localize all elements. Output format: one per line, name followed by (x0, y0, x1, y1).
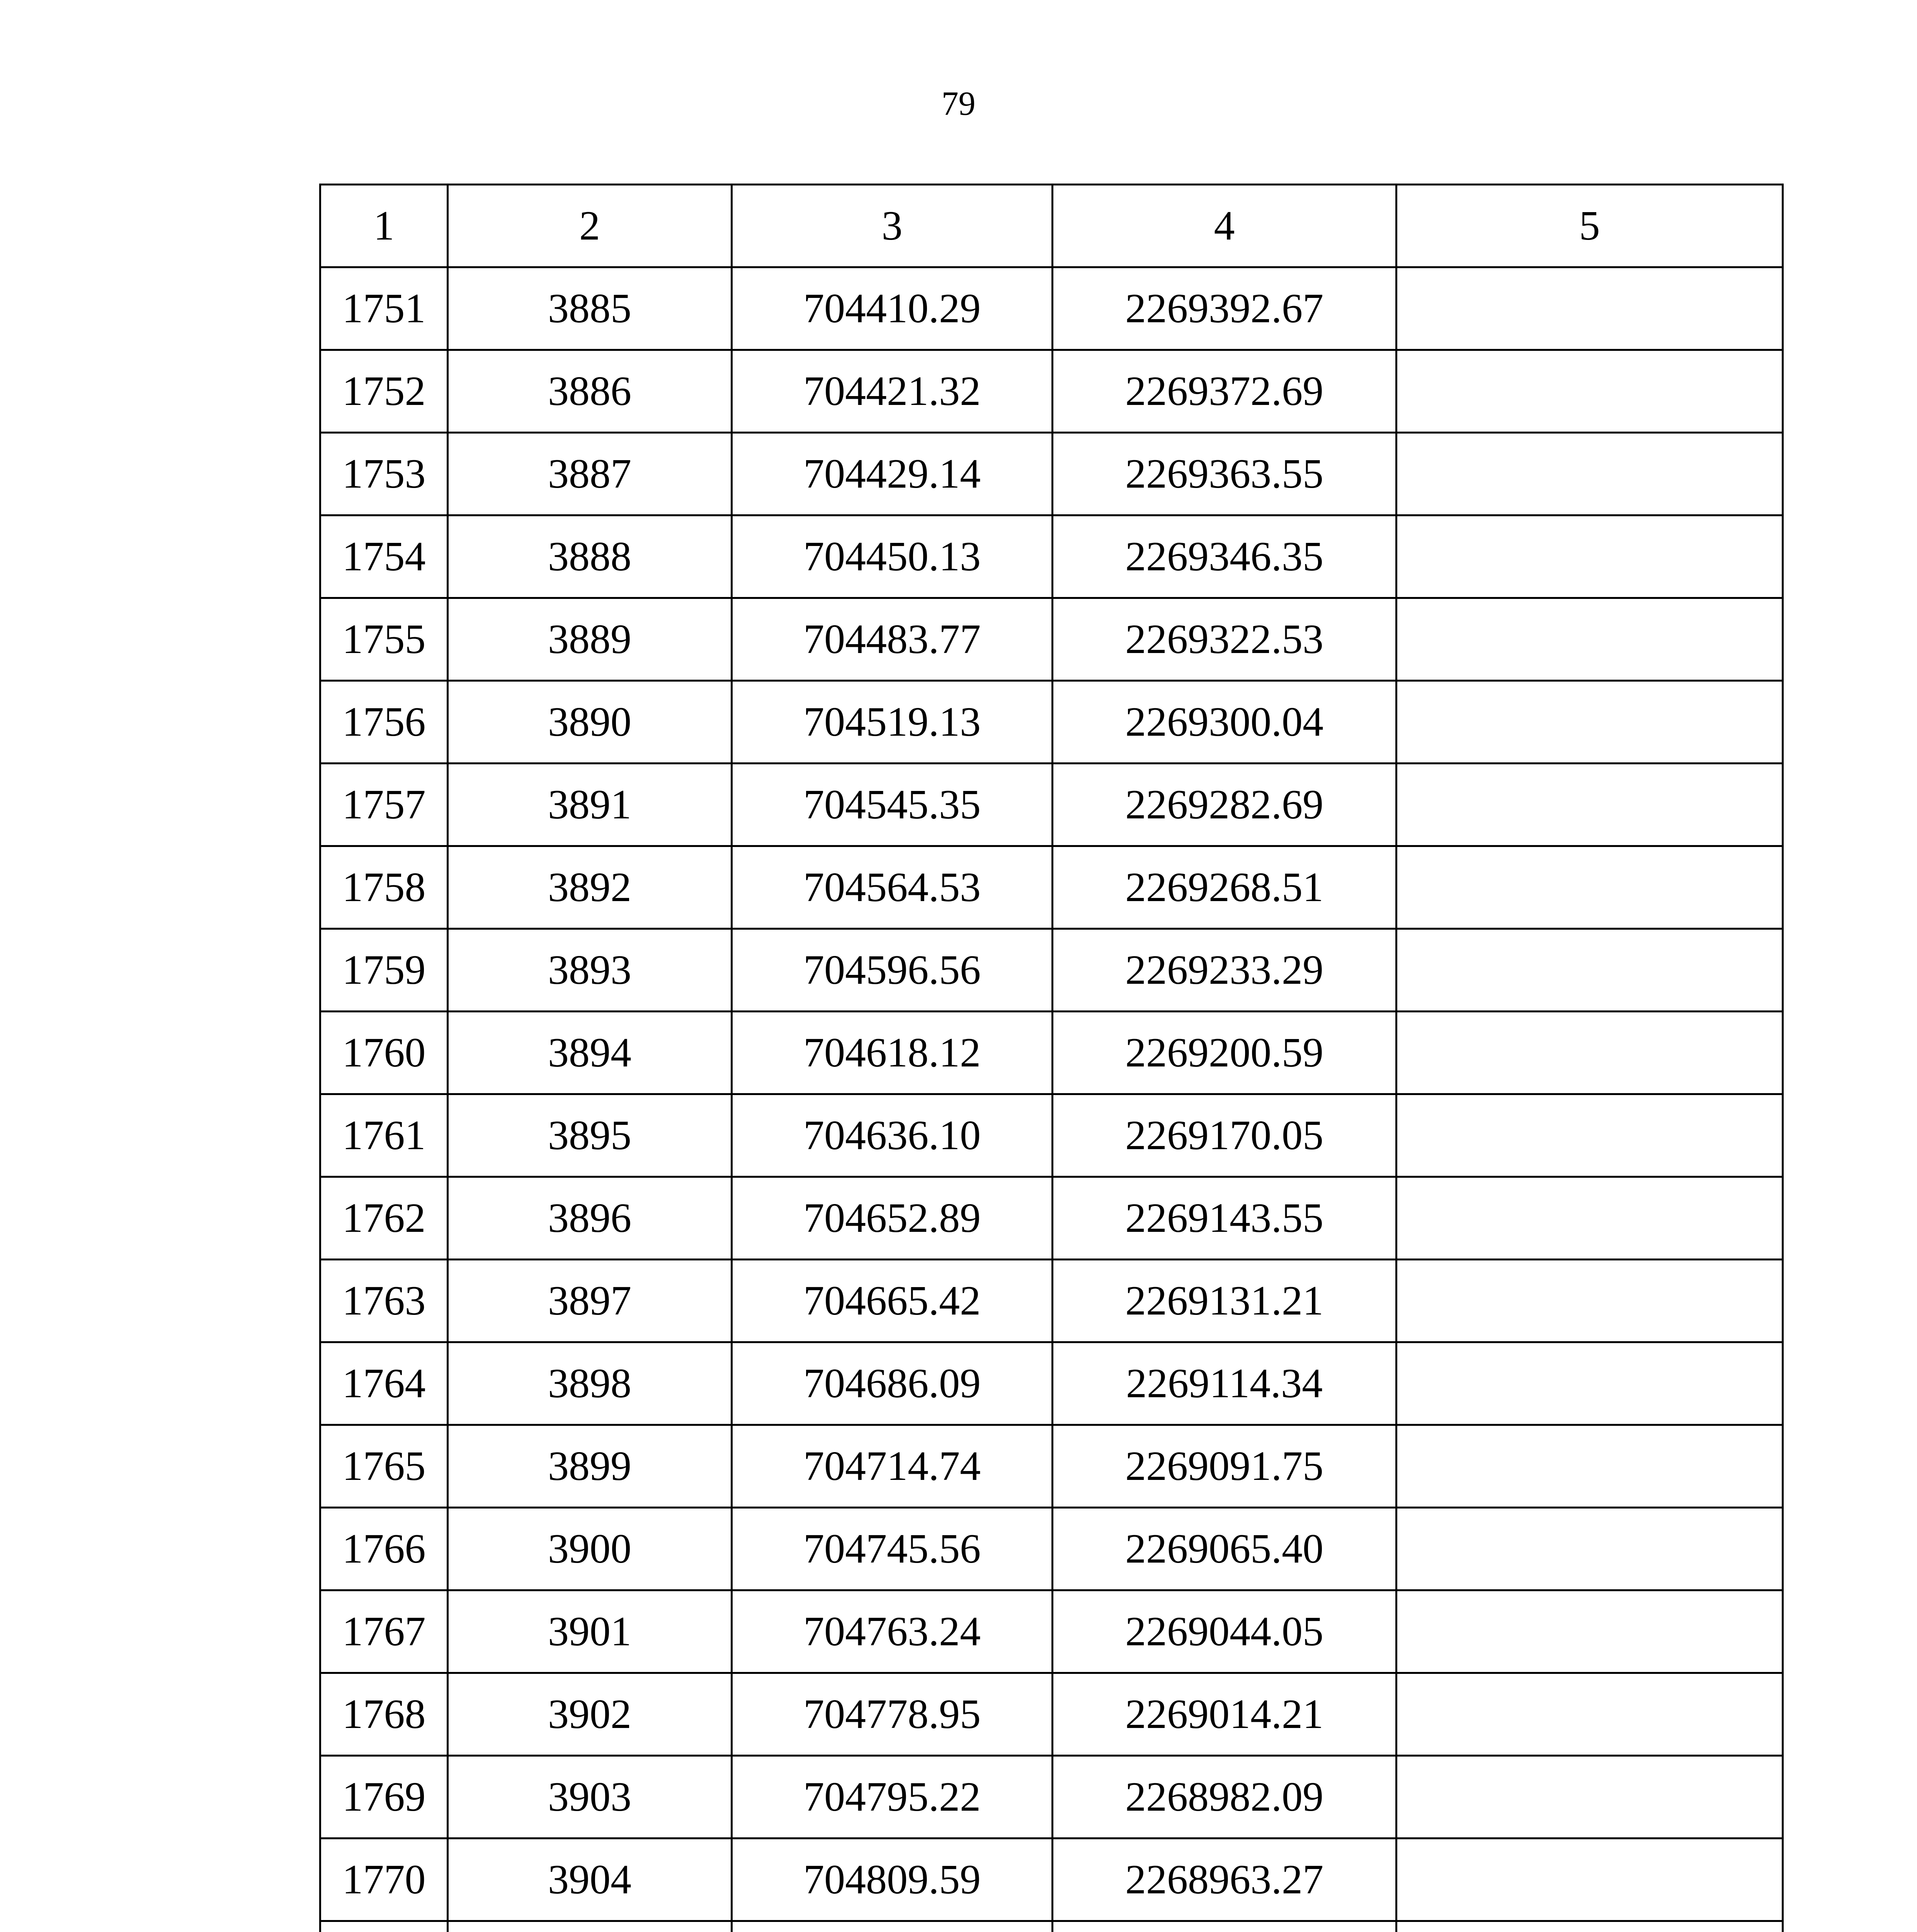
coordinate-x-cell: 704618.12 (732, 1012, 1053, 1094)
point-number-cell: 3902 (448, 1673, 732, 1756)
coordinate-y-cell: 2269044.05 (1053, 1590, 1397, 1673)
coordinate-x-cell: 704450.13 (732, 515, 1053, 598)
point-number-cell: 3893 (448, 929, 732, 1012)
table-row (320, 1590, 1783, 1673)
coordinate-y-cell: 2268982.09 (1053, 1756, 1397, 1838)
note-cell (1397, 764, 1783, 846)
table-row (320, 515, 1783, 598)
note-cell (1397, 1260, 1783, 1342)
note-cell (1397, 1012, 1783, 1094)
header-cell-5: 5 (1397, 185, 1783, 267)
note-cell (1397, 1342, 1783, 1425)
note-cell (1397, 433, 1783, 515)
note-cell (1397, 681, 1783, 764)
row-number-cell: 1752 (320, 350, 448, 433)
note-cell (1397, 1177, 1783, 1260)
row-number-cell: 1756 (320, 681, 448, 764)
coordinate-y-cell: 2269131.21 (1053, 1260, 1397, 1342)
table-row (320, 1012, 1783, 1094)
coordinate-x-cell: 704763.24 (732, 1590, 1053, 1673)
row-number-cell: 1765 (320, 1425, 448, 1508)
coordinate-x-cell: 704795.22 (732, 1756, 1053, 1838)
table-row (320, 1094, 1783, 1177)
point-number-cell: 3894 (448, 1012, 732, 1094)
row-number-cell: 1760 (320, 1012, 448, 1094)
point-number-cell: 3887 (448, 433, 732, 515)
row-number-cell: 1751 (320, 267, 448, 350)
point-number-cell: 3891 (448, 764, 732, 846)
coordinate-x-cell: 704636.10 (732, 1094, 1053, 1177)
point-number-cell: 3896 (448, 1177, 732, 1260)
note-cell (1397, 1673, 1783, 1756)
table-row (320, 1342, 1783, 1425)
note-cell (1397, 350, 1783, 433)
coordinate-x-cell: 704778.95 (732, 1673, 1053, 1756)
table-row (320, 1838, 1783, 1921)
coordinate-y-cell: 2269300.04 (1053, 681, 1397, 764)
coordinate-y-cell: 2269346.35 (1053, 515, 1397, 598)
note-cell (1397, 1425, 1783, 1508)
point-number-cell: 3892 (448, 846, 732, 929)
coordinate-y-cell: 2269143.55 (1053, 1177, 1397, 1260)
row-number-cell: 1768 (320, 1673, 448, 1756)
row-number-cell: 1758 (320, 846, 448, 929)
coordinate-x-cell: 704665.42 (732, 1260, 1053, 1342)
point-number-cell: 3904 (448, 1838, 732, 1921)
coordinate-x-cell: 704596.56 (732, 929, 1053, 1012)
point-number-cell (448, 1921, 732, 1932)
coordinate-y-cell: 2269233.29 (1053, 929, 1397, 1012)
coordinate-x-cell: 704745.56 (732, 1508, 1053, 1590)
coordinate-y-cell: 2269372.69 (1053, 350, 1397, 433)
table-row (320, 1260, 1783, 1342)
note-cell (1397, 1838, 1783, 1921)
point-number-cell: 3895 (448, 1094, 732, 1177)
note-cell (1397, 1094, 1783, 1177)
coordinate-x-cell: 704564.53 (732, 846, 1053, 929)
point-number-cell: 3886 (448, 350, 732, 433)
note-cell (1397, 598, 1783, 681)
row-number-cell: 1761 (320, 1094, 448, 1177)
coordinate-x-cell: 704686.09 (732, 1342, 1053, 1425)
header-cell-2: 2 (448, 185, 732, 267)
page-number: 79 (941, 85, 976, 122)
point-number-cell: 3885 (448, 267, 732, 350)
table-row (320, 846, 1783, 929)
coordinate-x-cell: 704809.59 (732, 1838, 1053, 1921)
table-body (320, 185, 1783, 1932)
coordinate-y-cell: 2269268.51 (1053, 846, 1397, 929)
row-number-cell: 1759 (320, 929, 448, 1012)
row-number-cell: 1763 (320, 1260, 448, 1342)
table-row (320, 929, 1783, 1012)
point-number-cell: 3897 (448, 1260, 732, 1342)
table-row (320, 1756, 1783, 1838)
coordinate-y-cell (1053, 1921, 1397, 1932)
table-row (320, 350, 1783, 433)
row-number-cell: 1769 (320, 1756, 448, 1838)
note-cell (1397, 1590, 1783, 1673)
point-number-cell: 3888 (448, 515, 732, 598)
coordinate-x-cell: 704545.35 (732, 764, 1053, 846)
coordinate-y-cell: 2269322.53 (1053, 598, 1397, 681)
point-number-cell: 3889 (448, 598, 732, 681)
row-number-cell (320, 1921, 448, 1932)
note-cell (1397, 846, 1783, 929)
note-cell (1397, 515, 1783, 598)
coordinates-table (319, 184, 1784, 1932)
table-row (320, 1673, 1783, 1756)
header-cell-3: 3 (732, 185, 1053, 267)
coordinate-y-cell: 2269363.55 (1053, 433, 1397, 515)
row-number-cell: 1767 (320, 1590, 448, 1673)
coordinate-x-cell (732, 1921, 1053, 1932)
point-number-cell: 3890 (448, 681, 732, 764)
table-row (320, 764, 1783, 846)
table-row (320, 433, 1783, 515)
note-cell (1397, 267, 1783, 350)
table-row (320, 1508, 1783, 1590)
point-number-cell: 3900 (448, 1508, 732, 1590)
coordinate-x-cell: 704519.13 (732, 681, 1053, 764)
coordinate-y-cell: 2269392.67 (1053, 267, 1397, 350)
table-row (320, 681, 1783, 764)
coordinate-y-cell: 2269014.21 (1053, 1673, 1397, 1756)
coordinate-x-cell: 704714.74 (732, 1425, 1053, 1508)
row-number-cell: 1764 (320, 1342, 448, 1425)
header-cell-1: 1 (320, 185, 448, 267)
coordinate-x-cell: 704421.32 (732, 350, 1053, 433)
note-cell (1397, 1508, 1783, 1590)
coordinate-x-cell: 704410.29 (732, 267, 1053, 350)
header-row (320, 185, 1783, 267)
table-row (320, 1425, 1783, 1508)
point-number-cell: 3899 (448, 1425, 732, 1508)
table-row (320, 267, 1783, 350)
note-cell (1397, 929, 1783, 1012)
coordinate-x-cell: 704652.89 (732, 1177, 1053, 1260)
row-number-cell: 1770 (320, 1838, 448, 1921)
row-number-cell: 1766 (320, 1508, 448, 1590)
coordinate-y-cell: 2268963.27 (1053, 1838, 1397, 1921)
row-number-cell: 1762 (320, 1177, 448, 1260)
table-row (320, 1177, 1783, 1260)
row-number-cell: 1753 (320, 433, 448, 515)
note-cell (1397, 1921, 1783, 1932)
coordinate-y-cell: 2269091.75 (1053, 1425, 1397, 1508)
point-number-cell: 3901 (448, 1590, 732, 1673)
point-number-cell: 3898 (448, 1342, 732, 1425)
coordinate-y-cell: 2269170.05 (1053, 1094, 1397, 1177)
point-number-cell: 3903 (448, 1756, 732, 1838)
coordinate-x-cell: 704483.77 (732, 598, 1053, 681)
coordinate-x-cell: 704429.14 (732, 433, 1053, 515)
note-cell (1397, 1756, 1783, 1838)
table-row (320, 598, 1783, 681)
row-number-cell: 1757 (320, 764, 448, 846)
coordinate-y-cell: 2269065.40 (1053, 1508, 1397, 1590)
header-cell-4: 4 (1053, 185, 1397, 267)
coordinate-y-cell: 2269282.69 (1053, 764, 1397, 846)
table-row (320, 1921, 1783, 1932)
row-number-cell: 1754 (320, 515, 448, 598)
coordinate-y-cell: 2269200.59 (1053, 1012, 1397, 1094)
row-number-cell: 1755 (320, 598, 448, 681)
coordinate-y-cell: 2269114.34 (1053, 1342, 1397, 1425)
